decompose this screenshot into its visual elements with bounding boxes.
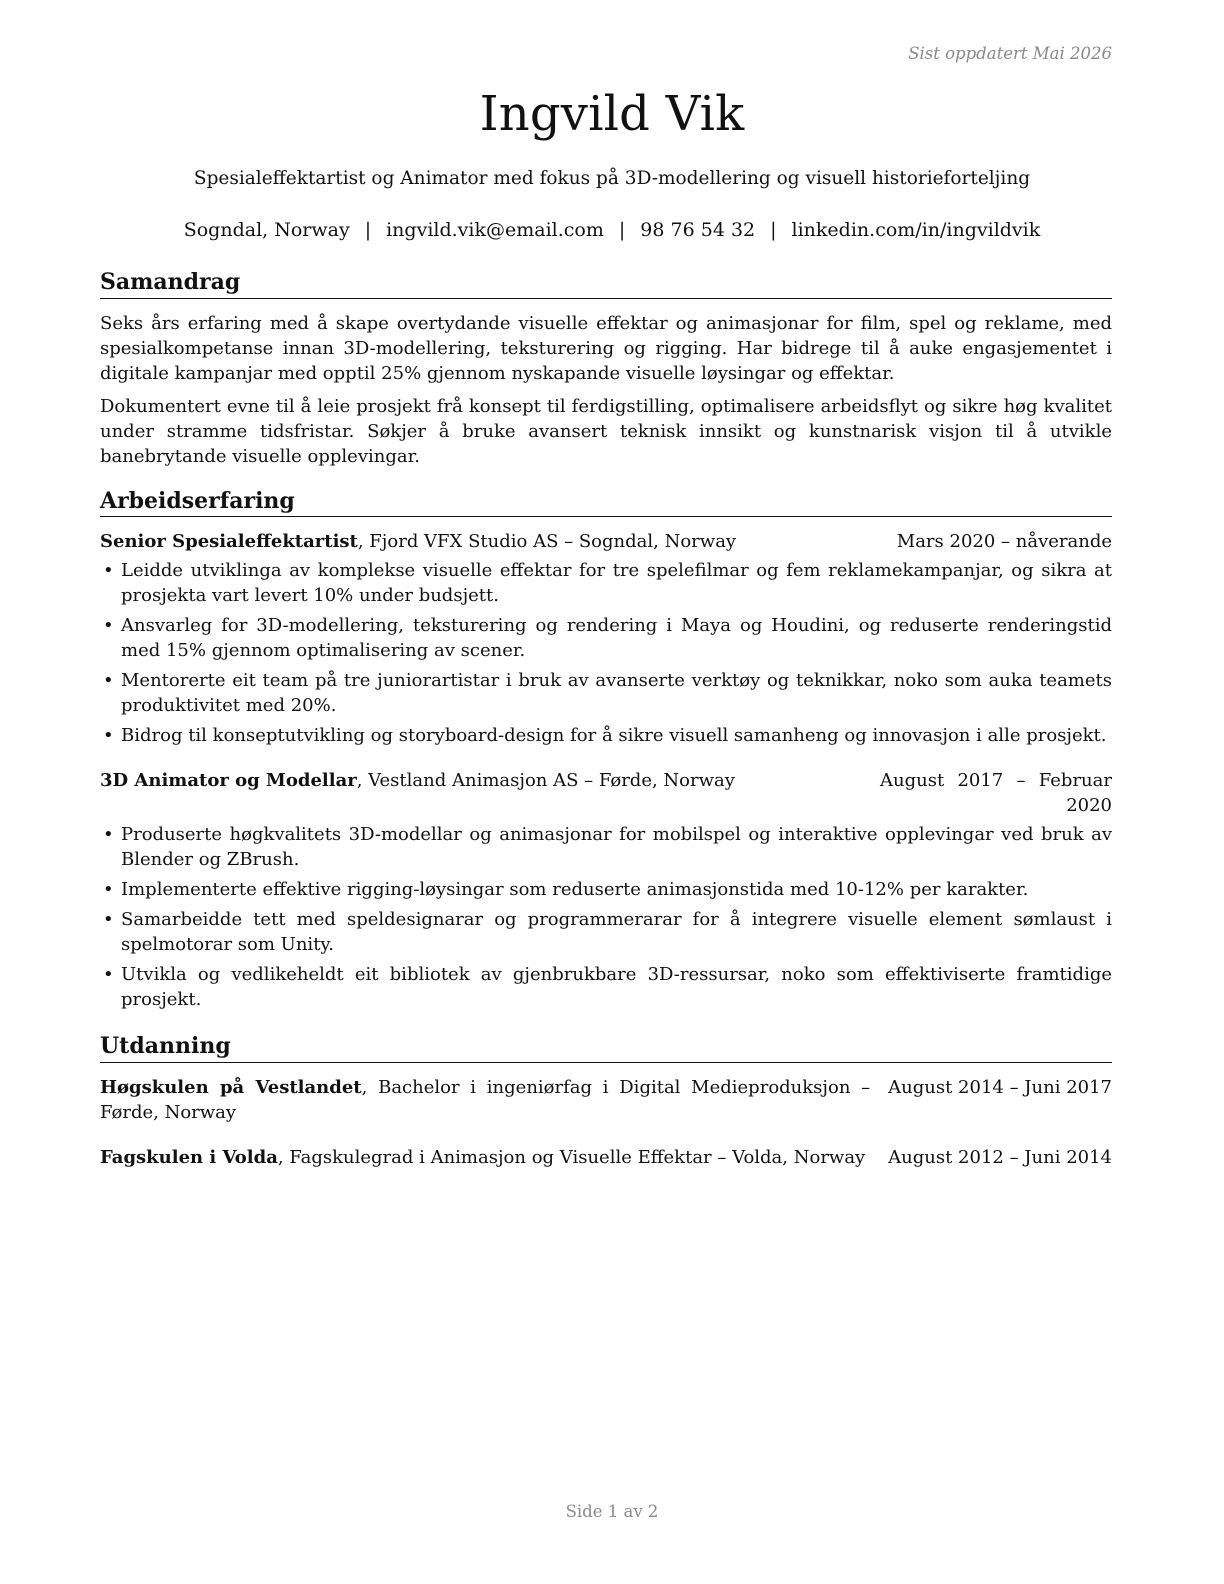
job-org: , Fjord VFX Studio AS – Sogndal, Norway (357, 531, 737, 553)
summary-section (100, 268, 1112, 469)
contact-line (0, 219, 1224, 241)
last-updated-note: Sist oppdatert Mai 2026 (908, 44, 1112, 63)
job-dates: August 2017 – Februar 2020 (880, 770, 1112, 817)
list-item (100, 907, 1112, 957)
job-entry (100, 768, 1112, 1012)
education-section (100, 1032, 1112, 1170)
list-item (100, 668, 1112, 718)
education-detail: , Fagskulegrad i Animasjon og Visuelle Effektar – Volda, Norway (277, 1146, 866, 1168)
summary-paragraph: Seks års erfaring med å skape overtydande visuelle effektar og animasjonar for film, spel og reklame, med spesialkompetanse innan 3D-modellering, teksturering og rigging. Har bidrege til å auke engasjementet i digitale kampanjar med opptil 25% gjennom nyskapande visuelle løysingar og effektar. (100, 312, 1112, 384)
bullet-icon: • (103, 909, 114, 931)
bullet-icon: • (103, 725, 114, 747)
education-entry (100, 1145, 1112, 1170)
contact-separator: | (364, 219, 372, 241)
education-school: Fagskulen i Volda (100, 1146, 278, 1168)
bullet-text: Produserte høgkvalitets 3D-modellar og animasjonar for mobilspel og interaktive opplevingar ved bruk av Blender og ZBrush. (121, 824, 1112, 871)
contact-email[interactable]: ingvild.vik@email.com (386, 219, 604, 241)
list-item (100, 723, 1112, 748)
job-role: Senior Spesialeffektartist (100, 531, 358, 553)
bullet-icon: • (103, 824, 114, 846)
education-line (100, 1075, 888, 1125)
contact-separator: | (770, 219, 777, 241)
contact-location: Sogndal, Norway (183, 219, 350, 241)
bullet-icon: • (103, 560, 114, 582)
bullet-icon: • (103, 670, 114, 692)
bullet-text: Mentorerte eit team på tre juniorartistar i bruk av avanserte verktøy og teknikkar, noko som auka teamets produktivitet med 20%. (121, 670, 1112, 717)
bullet-text: Utvikla og vedlikeheldt eit bibliotek av gjenbrukbare 3D-ressursar, noko som effektiviserte framtidige prosjekt. (121, 964, 1112, 1011)
education-dates: August 2012 – Juni 2014 (888, 1146, 1112, 1168)
list-item (100, 558, 1112, 608)
list-item (100, 877, 1112, 902)
job-title-line (100, 768, 880, 793)
bullet-icon: • (103, 964, 114, 986)
job-org: , Vestland Animasjon AS – Førde, Norway (356, 770, 735, 792)
bullet-icon: • (103, 879, 114, 901)
list-item (100, 613, 1112, 663)
bullet-icon: • (103, 615, 114, 637)
contact-separator: | (618, 219, 626, 241)
section-title-experience: Arbeidserfaring (100, 487, 1112, 518)
job-dates: Mars 2020 – nåverande (896, 531, 1112, 553)
headline: Spesialeffektartist og Animator med fokus på 3D-modellering og visuell historieforteljing (193, 168, 1031, 189)
contact-phone: 98 76 54 32 (640, 219, 756, 241)
contact-linkedin[interactable]: linkedin.com/in/ingvildvik (791, 219, 1041, 241)
education-detail: , Bachelor i ingeniørfag i Digital Medieproduksjon – Førde, Norway (100, 1076, 871, 1123)
job-bullets (100, 558, 1112, 748)
candidate-name: Ingvild Vik (479, 86, 745, 142)
job-title-line (100, 529, 897, 554)
summary-paragraph: Dokumentert evne til å leie prosjekt frå konsept til ferdigstilling, optimalisere arbeidsflyt og sikre høg kvalitet under stramme tidsfristar. Søkjer å bruke avansert teknisk innsikt og kunstnarisk visjon til å utvikle banebrytande visuelle opplevingar. (100, 395, 1112, 467)
job-header (100, 768, 1112, 818)
job-role: 3D Animator og Modellar (100, 770, 357, 792)
section-title-summary: Samandrag (100, 268, 1112, 299)
education-school: Høgskulen på Vestlandet (100, 1076, 362, 1098)
bullet-text: Implementerte effektive rigging-løysingar som reduserte animasjonstida med 10-12% per karakter. (121, 879, 1029, 901)
education-line (100, 1145, 888, 1170)
bullet-text: Bidrog til konseptutvikling og storyboard-design for å sikre visuell samanheng og innovasjon i alle prosjekt. (121, 725, 1107, 747)
job-entry (100, 529, 1112, 748)
experience-section (100, 487, 1112, 1013)
job-bullets (100, 822, 1112, 1012)
list-item (100, 822, 1112, 872)
section-title-education: Utdanning (100, 1032, 1112, 1063)
education-dates: August 2014 – Juni 2017 (888, 1076, 1112, 1098)
education-entry (100, 1075, 1112, 1125)
bullet-text: Ansvarleg for 3D-modellering, teksturering og rendering i Maya og Houdini, og reduserte renderingstid med 15% gjennom optimalisering av scener. (121, 615, 1112, 662)
bullet-text: Leidde utviklinga av komplekse visuelle effektar for tre spelefilmar og fem reklamekampanjar, og sikra at prosjekta vart levert 10% under budsjett. (121, 560, 1112, 607)
page-number: Side 1 av 2 (565, 1502, 659, 1521)
list-item (100, 962, 1112, 1012)
resume-body (100, 268, 1112, 1190)
job-header (100, 529, 1112, 554)
bullet-text: Samarbeidde tett med speldesignarar og programmerarar for å integrere visuelle element sømlaust i spelmotorar som Unity. (121, 909, 1112, 956)
